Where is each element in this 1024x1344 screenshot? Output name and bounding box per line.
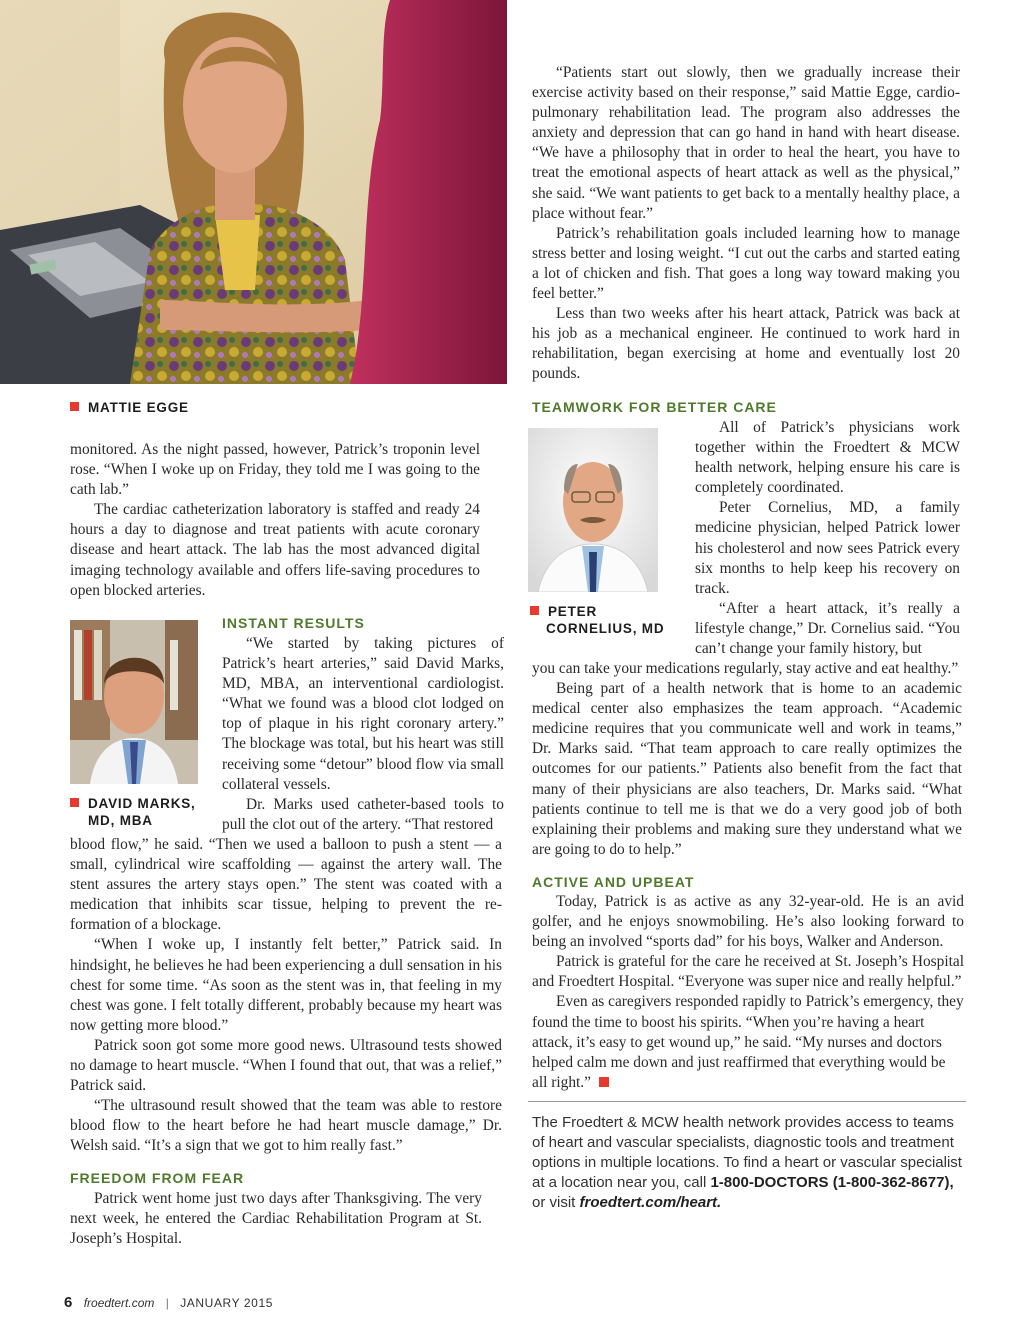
paragraph: Even as caregivers responded rapidly to Patrick’s emergency, they found the time to boost his spirits. “When you’re having a heart attack, it’s easy to get wound up,” he said. “My nurses and doctors helped calm me down and just reaffirmed that everything would be all right.”: [532, 993, 964, 1091]
caption-mattie-egge: MATTIE EGGE: [70, 399, 189, 416]
paragraph: “When I woke up, I instantly felt better,” Patrick said. In hindsight, he believes he had been experiencing a dull sensation in his chest for some time. “As soon as the stent was in, that feeling in my chest was gone. I felt totally different, probably because my heart was now getting more blood.”: [70, 936, 502, 1034]
caption-marker-icon: [70, 798, 79, 807]
photo-peter-cornelius: [528, 428, 658, 592]
paragraph: Less than two weeks after his heart attack, Patrick was back at his job as a mechanical engineer. He continued to work hard in rehabilitation, began exercising at home and eventually lost 20 pounds.: [532, 305, 960, 383]
footer-site[interactable]: froedtert.com: [83, 1296, 155, 1310]
page-footer: [64, 1294, 273, 1311]
paragraph: “After a heart attack, it’s really a lifestyle change,” Dr. Cornelius said. “You can’t change your family history, but: [695, 599, 960, 658]
paragraph: “The ultrasound result showed that the team was able to restore blood flow to the heart before he had heart muscle damage,” Dr. Welsh said. “It’s a sign that we got to him really fast.”: [70, 1097, 502, 1155]
paragraph: monitored. As the night passed, however, Patrick’s troponin level rose. “When I woke up on Friday, they told me I was going to the cath lab.”: [70, 441, 480, 499]
promo-box: The Froedtert & MCW health network provides access to teams of heart and vascular specialists, diagnostic tools and treatment options in multiple locations. To find a heart or vascular specialist at a location near you, call 1-800-DOCTORS (1-800-362-8677), or visit froedtert.com/heart.: [532, 1114, 962, 1211]
page-number: 6: [64, 1294, 73, 1311]
photo-david-marks-image: [70, 620, 198, 784]
footer-issue: JANUARY 2015: [180, 1296, 274, 1310]
promo-link[interactable]: froedtert.com/heart.: [579, 1194, 722, 1211]
photo-peter-cornelius-image: [528, 428, 658, 592]
right-column-intro: [532, 63, 960, 385]
paragraph: Patrick soon got some more good news. Ultrasound tests showed no damage to heart muscle. “When I found that out, that was a relief,” Patrick said.: [70, 1036, 502, 1095]
caption-david-marks: DAVID MARKS, MD, MBA: [70, 795, 196, 829]
teamwork-text: [532, 659, 962, 860]
paragraph: Patrick went home just two days after Thanksgiving. The very next week, he entered the Cardiac Rehabilitation Program at St. Joseph’s Hospital.: [70, 1190, 482, 1248]
instant-results-text: [70, 835, 502, 1157]
caption-marker-icon: [70, 402, 79, 411]
caption-peter-cornelius: PETER CORNELIUS, MD: [530, 603, 664, 637]
left-column-intro: [70, 440, 480, 601]
paragraph: Today, Patrick is as active as any 32-year-old. He is an avid golfer, and he enjoys snowmobiling. He’s also looking forward to being an involved “sports dad” for his boys, Walker and Anderson.: [532, 893, 964, 951]
paragraph: “Patients start out slowly, then we gradually increase their exercise activity based on their response,” said Mattie Egge, cardio-pulmonary rehabilitation lead. The program also addresses the anxiety and depression that can go hand in hand with heart disease. “We have a philosophy that in order to heal the heart, you have to treat the emotional aspects of heart attack as well as the physical,” she said. “We want patients to get back to a mentally healthy place, a place without fear.”: [532, 64, 960, 222]
active-upbeat-text: [532, 892, 964, 1093]
caption-marker-icon: [530, 606, 539, 615]
paragraph: Peter Cornelius, MD, a family medicine physician, helped Patrick lower his cholesterol and now sees Patrick every six months to help keep his recovery on track.: [695, 499, 960, 597]
paragraph: Patrick’s rehabilitation goals included learning how to manage stress better and losing weight. “I cut out the carbs and started eating a lot of chicken and fish. That goes a long way toward making you feel better.”: [532, 224, 960, 303]
photo-mattie-egge-image: [0, 0, 507, 384]
paragraph: you can take your medications regularly, stay active and eat healthy.”: [532, 660, 959, 677]
photo-david-marks: [70, 620, 198, 784]
end-of-article-icon: [599, 1077, 609, 1087]
footer-separator: |: [165, 1296, 169, 1310]
heading-freedom-from-fear: FREEDOM FROM FEAR: [70, 1170, 245, 1186]
paragraph: The cardiac catheterization laboratory is staffed and ready 24 hours a day to diagnose and treat patients with acute coronary disease and heart attack. The lab has the most advanced digital imaging technology available and offers life-saving procedures to open blocked arteries.: [70, 501, 480, 599]
promo-divider: [528, 1101, 966, 1102]
heading-active-upbeat: ACTIVE AND UPBEAT: [532, 874, 695, 890]
paragraph: All of Patrick’s physicians work together within the Froedtert & MCW health network, helping ensure his care is completely coordinated.: [695, 419, 960, 497]
promo-phone[interactable]: 1-800-DOCTORS (1-800-362-8677),: [710, 1174, 954, 1191]
paragraph: Being part of a health network that is home to an academic medical center also emphasizes the team approach. “Academic medicine requires that you communicate well and work in teams,” Dr. Marks said. “That team approach to care really optimizes the outcomes for our patients.” Patients also benefit from the fact that many of their physicians are also teachers, Dr. Marks said. “What patients continue to tell me is that we do a very good job of both explaining their problems and making sure they understand what we are going to do to help.”: [532, 680, 962, 858]
paragraph: Patrick is grateful for the care he received at St. Joseph’s Hospital and Froedtert Hospital. “Everyone was super nice and really helpful.”: [532, 953, 964, 991]
freedom-from-fear-text: [70, 1189, 482, 1249]
heading-instant-results: INSTANT RESULTS: [222, 615, 365, 631]
paragraph: blood flow,” he said. “Then we used a balloon to push a stent — a small, cylindrical wire scaffolding — against the artery wall. The stent assures the artery stays open.” The stent was coated with a medication that inhibits scar tissue, helping to prevent the re-formation of a blockage.: [70, 836, 502, 934]
teamwork-side-text: [695, 418, 960, 659]
paragraph: “We started by taking pictures of Patrick’s heart arteries,” said David Marks, MD, MBA, an interventional cardiologist. “What we found was a blood clot lodged on top of plaque in his right coronary artery.” The blockage was total, but his heart was still receiving some “detour” blood flow via small collateral vessels.: [222, 635, 504, 793]
photo-mattie-egge: [0, 0, 507, 384]
instant-results-side-text: [222, 634, 504, 835]
heading-teamwork: TEAMWORK FOR BETTER CARE: [532, 399, 777, 415]
paragraph: Dr. Marks used catheter-based tools to pull the clot out of the artery. “That restored: [222, 795, 504, 833]
